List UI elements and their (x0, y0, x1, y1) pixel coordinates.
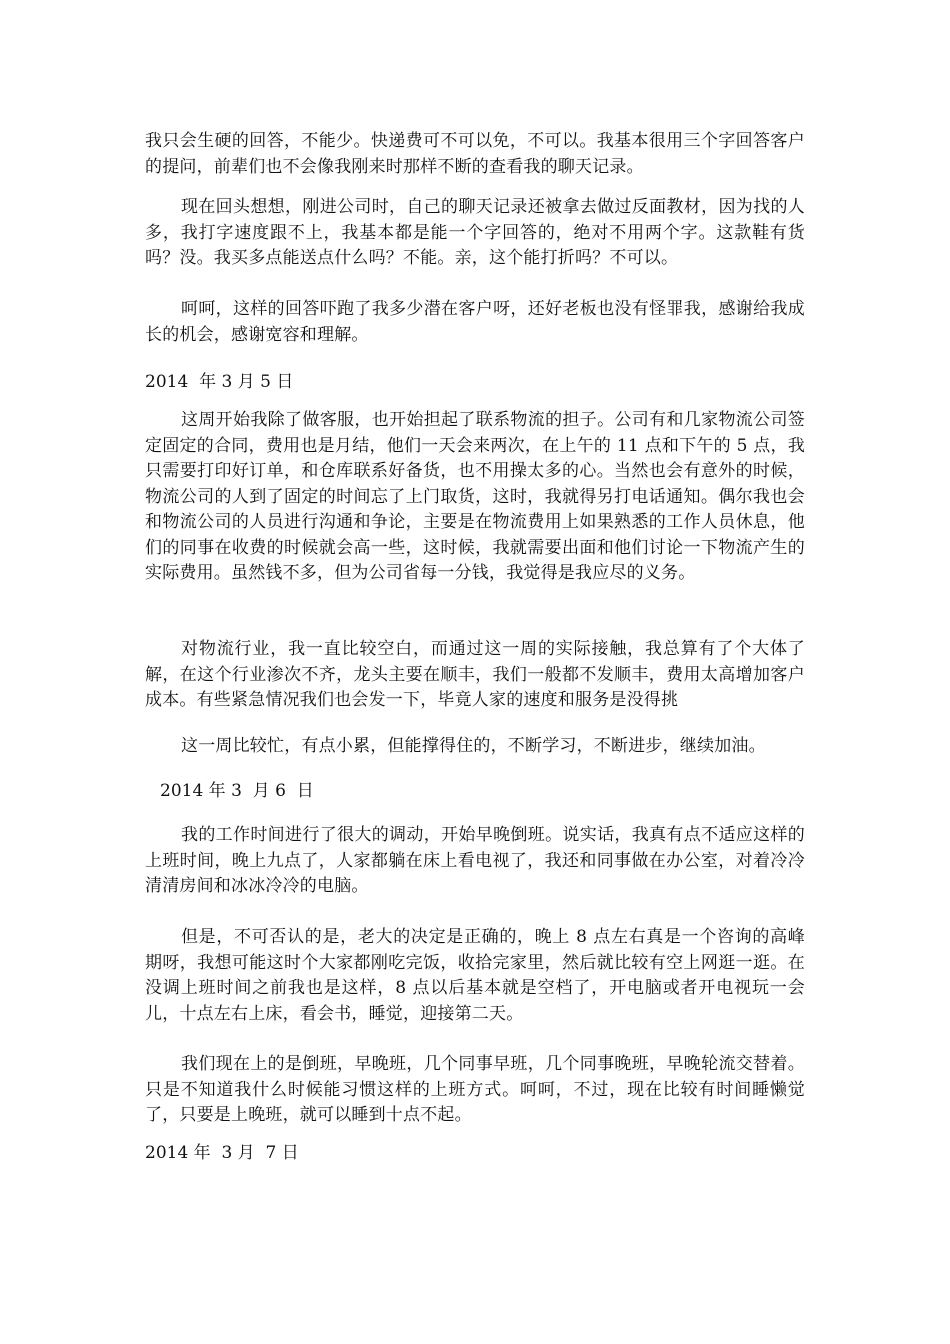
paragraph-customer-replies: 我只会生硬的回答，不能少。快递费可不可以免，不可以。我基本很用三个字回答客户的提问，前辈们也不会像我刚来时那样不断的查看我的聊天记录。 (145, 131, 805, 177)
date-heading-march-6: 2014 年 3 月 6 日 (160, 781, 314, 801)
paragraph-chat-records: 现在回头想想，刚进公司时，自己的聊天记录还被拿去做过反面教材，因为找的人多，我打字速度跟不上，我基本都是能一个字回答的，绝对不用两个字。这款鞋有货吗？没。我买多点能送点什么吗？不能。亲，这个能打折吗？不可以。 (145, 197, 805, 268)
paragraph-logistics-duty: 这周开始我除了做客服，也开始担起了联系物流的担子。公司有和几家物流公司签定固定的合同，费用也是月结，他们一天会来两次，在上午的 11 点和下午的 5 点，我只需要打印好订单，和仓库联系好备货，也不用操太多的心。当然也会有意外的时候，物流公司的人到了固定的时间忘了上门取货，这时，我就得另打电话通知。偶尔我也会和物流公司的人员进行沟通和争论，主要是在物流费用上如果熟悉的工作人员休息，他们的同事在收费的时候就会高一些，这时候，我就需要出面和他们讨论一下物流产生的实际费用。虽然钱不多，但为公司省每一分钱，我觉得是我应尽的义务。 (145, 410, 805, 583)
paragraph-lost-customers: 呵呵，这样的回答吓跑了我多少潜在客户呀，还好老板也没有怪罪我，感谢给我成长的机会，感谢宽容和理解。 (145, 299, 805, 345)
date-heading-march-5: 2014 年 3 月 5 日 (145, 372, 294, 392)
date-heading-march-7: 2014 年 3 月 7 日 (145, 1143, 299, 1163)
paragraph-logistics-industry: 对物流行业，我一直比较空白，而通过这一周的实际接触，我总算有了个大体了解，在这个行业渗次不齐，龙头主要在顺丰，我们一般都不发顺丰，费用太高增加客户成本。有些紧急情况我们也会发一下，毕竟人家的速度和服务是没得挑 (145, 639, 805, 710)
paragraph-peak-hours: 但是，不可否认的是，老大的决定是正确的，晚上 8 点左右真是一个咨询的高峰期呀，我想可能这时个大家都刚吃完饭，收拾完家里，然后就比较有空上网逛一逛。在没调上班时间之前我也是这样，8 点以后基本就是空档了，开电脑或者开电视玩一会儿，十点左右上床，看会书，睡觉，迎接第二天。 (145, 927, 805, 1024)
paragraph-shift-change: 我的工作时间进行了很大的调动，开始早晚倒班。说实话，我真有点不适应这样的上班时间，晚上九点了，人家都躺在床上看电视了，我还和同事做在办公室，对着冷冷清清房间和冰冰冷冷的电脑。 (145, 825, 805, 896)
paragraph-busy-week: 这一周比较忙，有点小累，但能撑得住的，不断学习，不断进步，继续加油。 (181, 736, 766, 756)
paragraph-rotating-shifts: 我们现在上的是倒班，早晚班，几个同事早班，几个同事晚班，早晚轮流交替着。只是不知道我什么时候能习惯这样的上班方式。呵呵，不过，现在比较有时间睡懒觉了，只要是上晚班，就可以睡到十点不起。 (145, 1054, 805, 1125)
